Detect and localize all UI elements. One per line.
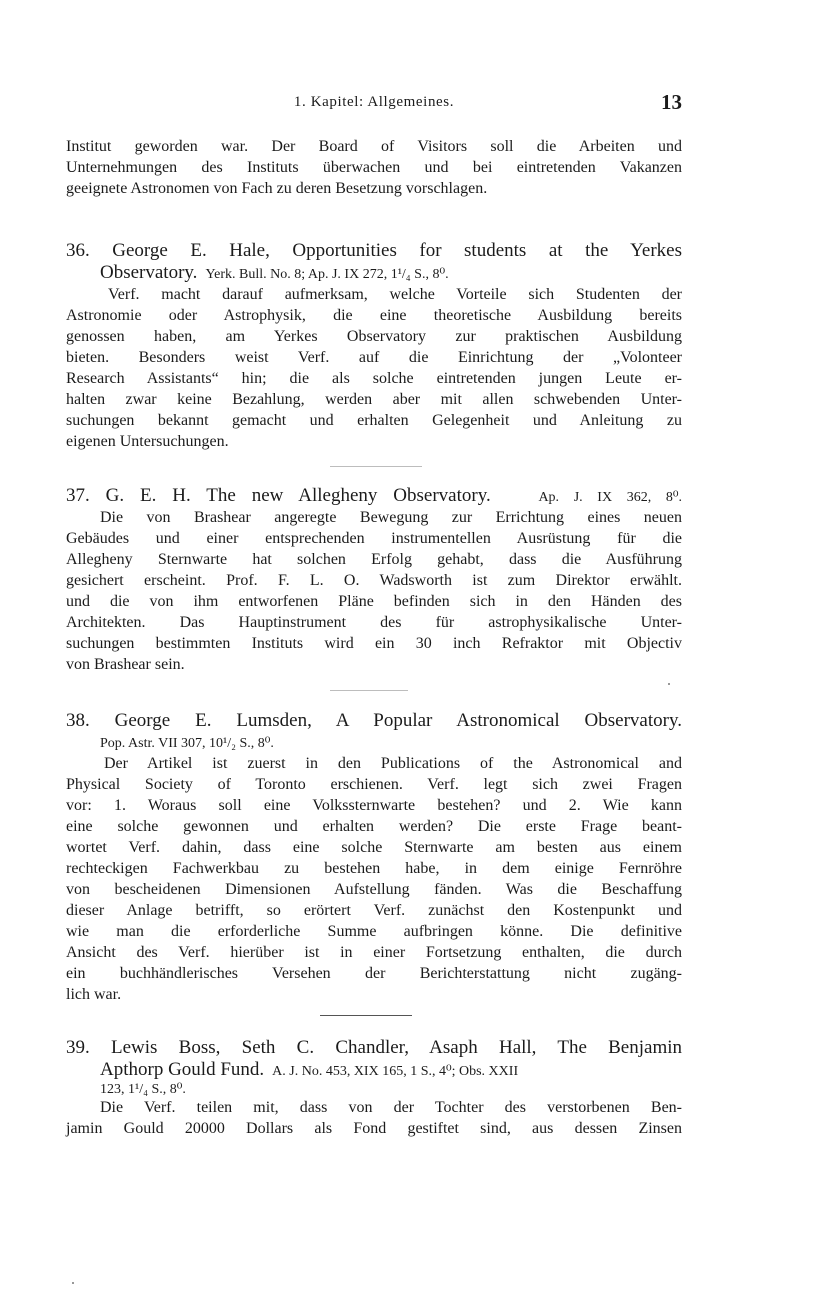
text-line: Institut geworden war. Der Board of Visitors soll die Arbeiten und xyxy=(66,138,682,155)
entry-heading-line2: Apthorp Gould Fund. xyxy=(100,1059,265,1080)
entry-citation: Ap. J. IX 362, 8⁰. xyxy=(538,490,682,505)
text-line: wortet Verf. dahin, dass eine solche Sternwarte am besten aus einem xyxy=(66,839,682,856)
section-divider xyxy=(320,1015,412,1016)
page-number: 13 xyxy=(661,90,682,114)
entry-38 xyxy=(66,710,682,1005)
print-speck xyxy=(668,683,670,685)
entry-citation: Yerk. Bull. No. 8; Ap. J. IX 272, 1¹/₄ S., 8⁰. xyxy=(205,267,449,282)
text-line: Astronomie oder Astrophysik, die eine theoretische Ausbildung bereits xyxy=(66,307,682,324)
running-title: 1. Kapitel: Allgemeines. xyxy=(293,94,455,110)
entry-citation-line xyxy=(66,732,682,753)
text-line: von Brashear sein. xyxy=(66,656,185,673)
entry-heading: 38. George E. Lumsden, A Popular Astronomical Observatory. xyxy=(66,710,682,731)
text-line: bieten. Besonders weist Verf. auf die Einrichtung der „Volonteer xyxy=(66,349,682,366)
intro-paragraph xyxy=(66,136,682,199)
text-line: eigenen Untersuchungen. xyxy=(66,433,229,450)
entry-heading-continuation xyxy=(66,1059,682,1081)
entry-heading: 36. George E. Hale, Opportunities for students at the Yerkes xyxy=(66,240,682,261)
text-line: Research Assistants“ hin; die als solche eintretenden jungen Leute er- xyxy=(66,370,682,387)
entry-citation-cont: 123, 1¹/₄ S., 8⁰. xyxy=(100,1082,186,1097)
text-line: und die von ihm entworfenen Pläne befinden sich in den Händen des xyxy=(66,593,682,610)
text-line: Physical Society of Toronto erschienen. Verf. legt sich zwei Fragen xyxy=(66,776,682,793)
entry-heading-line2: Observatory. xyxy=(100,262,198,283)
entry-heading-line xyxy=(66,485,682,507)
print-speck xyxy=(72,1282,74,1284)
entry-heading: 37. G. E. H. The new Allegheny Observatory. xyxy=(66,485,491,506)
section-divider xyxy=(330,466,422,467)
entry-heading-continuation xyxy=(66,262,682,284)
text-line: Unternehmungen des Instituts überwachen und bei eintretenden Vakanzen xyxy=(66,159,682,176)
text-line: Der Artikel ist zuerst in den Publications of the Astronomical and xyxy=(104,755,682,772)
text-line: wie man die erforderliche Summe aufbringen könne. Die definitive xyxy=(66,923,682,940)
text-line: ein buchhändlerisches Versehen der Berichterstattung nicht zugäng- xyxy=(66,965,682,982)
text-line: vor: 1. Woraus soll eine Volkssternwarte bestehen? und 2. Wie kann xyxy=(66,797,682,814)
text-line: gesichert erscheint. Prof. F. L. O. Wadsworth ist zum Direktor erwählt. xyxy=(66,572,682,589)
text-line: genossen haben, am Yerkes Observatory zur praktischen Ausbildung xyxy=(66,328,682,345)
text-line: Verf. macht darauf aufmerksam, welche Vorteile sich Studenten der xyxy=(108,286,682,303)
text-line: Die von Brashear angeregte Bewegung zur Errichtung eines neuen xyxy=(100,509,682,526)
text-line: von bescheidenen Dimensionen Aufstellung fänden. Was die Beschaffung xyxy=(66,881,682,898)
text-line: Allegheny Sternwarte hat solchen Erfolg gehabt, dass die Ausführung xyxy=(66,551,682,568)
text-line: jamin Gould 20000 Dollars als Fond gestiftet sind, aus dessen Zinsen xyxy=(66,1120,682,1137)
text-line: eine solche gewonnen und erhalten werden? Die erste Frage beant- xyxy=(66,818,682,835)
entry-citation: Pop. Astr. VII 307, 10¹/₂ S., 8⁰. xyxy=(100,736,274,751)
entry-citation-continuation xyxy=(66,1081,682,1097)
entry-36 xyxy=(66,240,682,452)
text-line: Gebäudes und einer entsprechenden instrumentellen Ausrüstung für die xyxy=(66,530,682,547)
entry-37 xyxy=(66,485,682,675)
text-line: Die Verf. teilen mit, dass von der Tochter des verstorbenen Ben- xyxy=(100,1099,682,1116)
text-line: dieser Anlage betrifft, so erörtert Verf. zunächst den Kostenpunkt und xyxy=(66,902,682,919)
text-line: halten zwar keine Bezahlung, werden aber mit allen schwebenden Unter- xyxy=(66,391,682,408)
text-line: Ansicht des Verf. hierüber ist in einer Fortsetzung enthalten, die durch xyxy=(66,944,682,961)
entry-39 xyxy=(66,1037,682,1139)
text-line: lich war. xyxy=(66,986,122,1003)
entry-heading: 39. Lewis Boss, Seth C. Chandler, Asaph Hall, The Benjamin xyxy=(66,1037,682,1058)
section-divider xyxy=(330,690,408,691)
text-line: rechteckigen Fachwerkbau zu bestehen habe, in dem einige Fernröhre xyxy=(66,860,682,877)
text-line: suchungen bekannt gemacht und erhalten Gelegenheit und Anleitung zu xyxy=(66,412,682,429)
text-line: geeignete Astronomen von Fach zu deren Besetzung vorschlagen. xyxy=(66,180,488,197)
page-header xyxy=(66,92,682,116)
text-line: Architekten. Das Hauptinstrument des für astrophysikalische Unter- xyxy=(66,614,682,631)
text-line: suchungen bestimmten Instituts wird ein 30 inch Refraktor mit Objectiv xyxy=(66,635,682,652)
entry-citation: A. J. No. 453, XIX 165, 1 S., 4⁰; Obs. XXII xyxy=(272,1064,519,1079)
